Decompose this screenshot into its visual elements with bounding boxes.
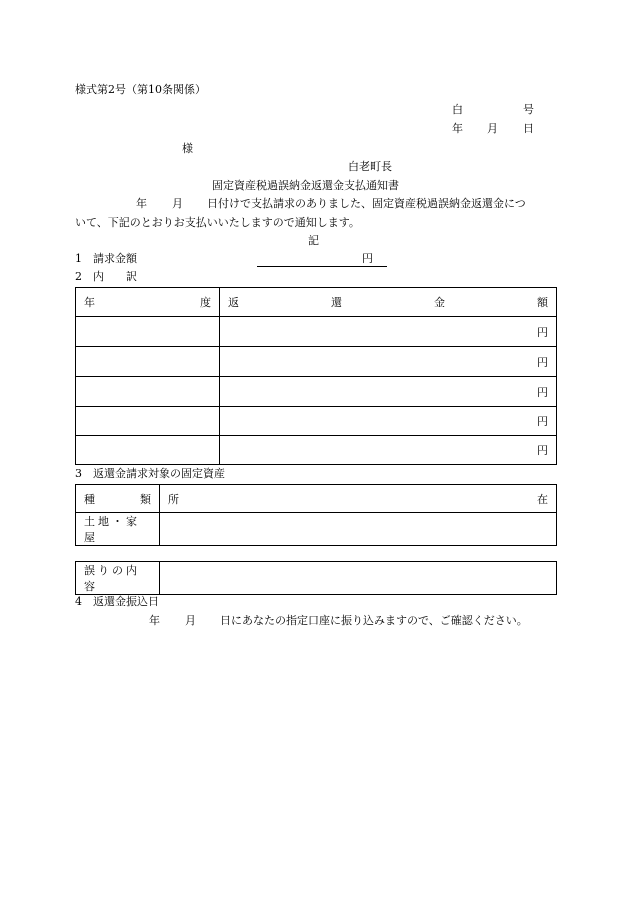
issuer: 白老町長 (348, 160, 392, 173)
body-line-1: 日付けで支払請求のありました、固定資産税過誤納金返還金につ (207, 197, 526, 210)
asset-row-type: 土地・家屋 (76, 513, 160, 546)
document-number-suffix: 号 (523, 103, 534, 116)
breakdown-row-amount: 円 (220, 436, 557, 465)
header-location-char-1: 所 (168, 492, 179, 506)
error-content-value (160, 562, 557, 595)
header-amount-char-3: 金 (434, 296, 445, 309)
breakdown-row-year (76, 317, 220, 347)
breakdown-row-year (76, 377, 220, 407)
header-amount-char-4: 額 (537, 296, 548, 309)
asset-header-location (160, 485, 557, 513)
asset-row (76, 513, 557, 546)
breakdown-row-year (76, 407, 220, 436)
request-amount-field (257, 252, 387, 267)
breakdown-row (76, 317, 557, 347)
ki-mark: 記 (308, 234, 319, 247)
date-day: 日 (523, 122, 534, 135)
header-type-char-2: 類 (140, 492, 151, 506)
date-year: 年 (452, 122, 463, 135)
breakdown-header-row (76, 288, 557, 317)
breakdown-row-year (76, 436, 220, 465)
document-number-prefix: 白 (452, 103, 463, 116)
transfer-month: 月 (185, 614, 196, 627)
breakdown-row-amount: 円 (220, 317, 557, 347)
section-1-label: 1 請求金額 (75, 252, 137, 265)
asset-table (75, 484, 557, 546)
transfer-year: 年 (149, 614, 160, 627)
breakdown-row (76, 407, 557, 436)
section-3-label: 3 返還金請求対象の固定資産 (75, 467, 225, 480)
document-title: 固定資産税過誤納金返還金支払通知書 (212, 179, 399, 192)
section-2-label: 2 内 訳 (75, 270, 137, 283)
breakdown-row-year (76, 347, 220, 377)
breakdown-row (76, 377, 557, 407)
body-year: 年 (136, 197, 147, 210)
request-amount-yen: 円 (362, 252, 373, 265)
addressee-suffix: 様 (182, 142, 193, 155)
breakdown-row (76, 436, 557, 465)
asset-header-type (76, 485, 160, 513)
header-amount-char-1: 返 (228, 296, 239, 309)
date-month: 月 (487, 122, 498, 135)
header-year-char-1: 年 (84, 296, 95, 309)
header-location-char-2: 在 (537, 492, 548, 506)
header-year-char-2: 度 (200, 296, 211, 309)
header-amount-char-2: 還 (331, 296, 342, 309)
breakdown-table (75, 287, 557, 465)
asset-header-row (76, 485, 557, 513)
body-line-2: いて、下記のとおりお支払いいたしますので通知します。 (75, 216, 360, 229)
breakdown-header-amount (220, 288, 557, 317)
error-content-table (75, 561, 557, 595)
breakdown-row-amount: 円 (220, 347, 557, 377)
transfer-text: 日にあなたの指定口座に振り込みますので、ご確認ください。 (220, 614, 528, 627)
breakdown-row-amount: 円 (220, 407, 557, 436)
asset-row-location (160, 513, 557, 546)
body-month: 月 (172, 197, 183, 210)
breakdown-row-amount: 円 (220, 377, 557, 407)
breakdown-row (76, 347, 557, 377)
form-number: 様式第2号（第10条関係） (75, 83, 206, 96)
error-content-label: 誤りの内容 (76, 562, 160, 595)
header-type-char-1: 種 (84, 492, 95, 506)
error-content-row (76, 562, 557, 595)
section-4-label: 4 返還金振込日 (75, 595, 159, 608)
breakdown-header-year (76, 288, 220, 317)
